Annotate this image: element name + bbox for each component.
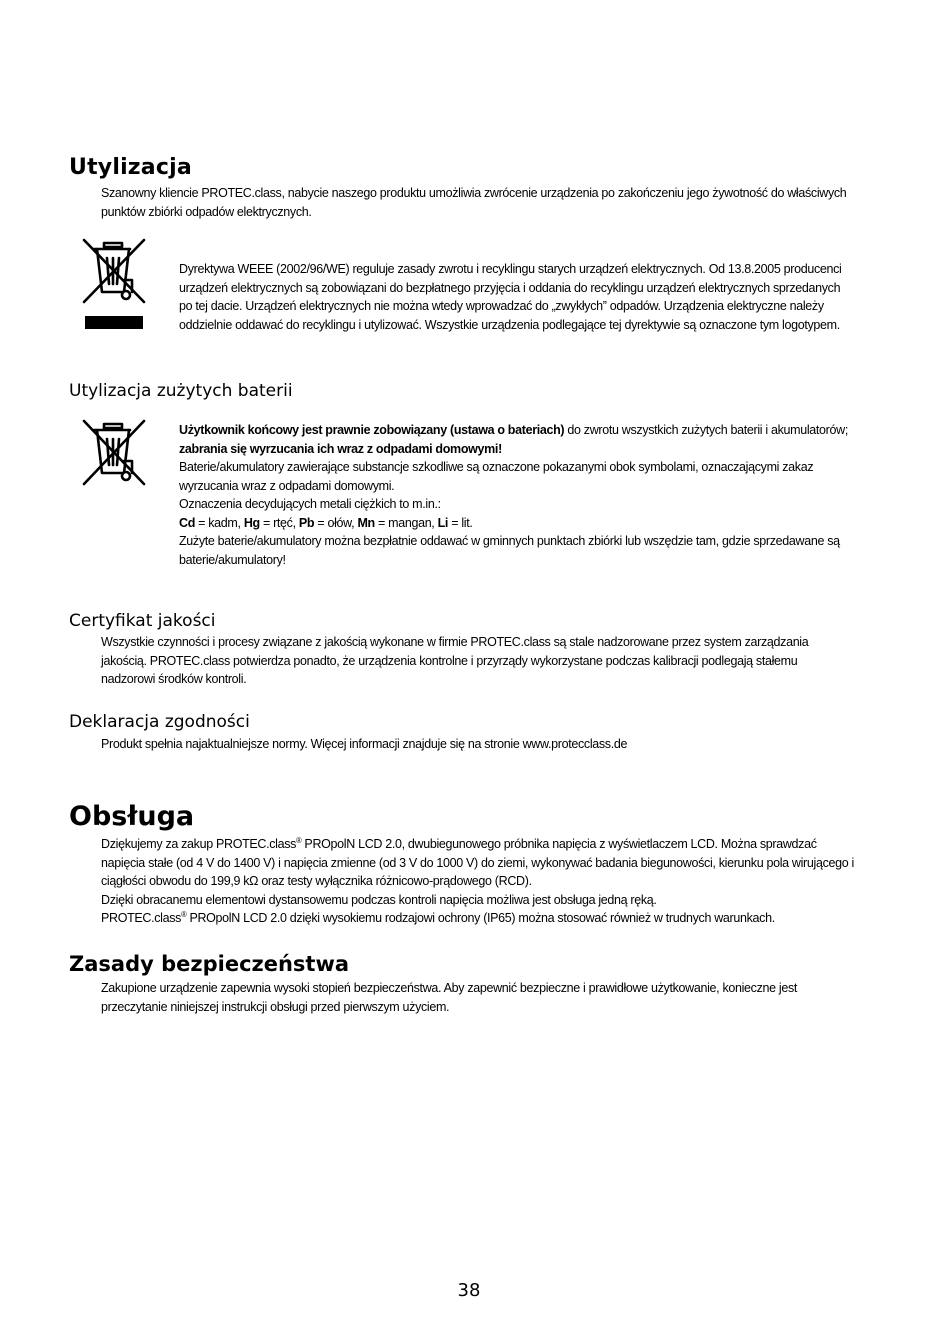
registered-mark: ® (296, 836, 302, 845)
deklaracja-text (101, 735, 853, 754)
weee-directive (179, 260, 851, 334)
section-title-deklaracja: Deklaracja zgodności (69, 712, 250, 732)
bezpieczenstwo-paragraph: Zakupione urządzenie zapewnia wysoki stopień bezpieczeństwa. Aby zapewnić bezpieczne i prawidłowe użytkowanie, konieczne jest przeczytanie niniejszej instrukcji obsługi przed pierwszym użyciem. (101, 980, 798, 1014)
weee-directive-text: Dyrektywa WEEE (2002/96/WE) reguluje zasady zwrotu i recyklingu starych urządzeń elektrycznych. Od 13.8.2005 producenci urządzeń elektrycznych są zobowiązani do bezpłatnego przyjęcia i oddania do recyklingu urządzeń elektrycznych sprzedanych po tej dacie. Urządzeń elektrycznych nie można wtedy wprowadzać do „zwykłych” odpadów. Urządzenia elektryczne należy oddzielnie oddawać do recyklingu i utylizować. Wszystkie urządzenia podlegające tej dyrektywie są oznaczone tym logotypem. (179, 261, 842, 332)
utylizacja-intro (101, 184, 862, 221)
section-title-obsluga: Obsługa (69, 801, 195, 832)
baterie-line-4: Oznaczenia decydujących metali ciężkich to m.in.: (179, 496, 441, 511)
metal-name: = lit. (448, 514, 473, 530)
section-title-utylizacja: Utylizacja (69, 155, 192, 180)
metal-symbol: Li (437, 514, 449, 530)
metal-name: = ołów, (314, 514, 358, 530)
section-title-baterie: Utylizacja zużytych baterii (69, 381, 293, 401)
section-title-bezpieczenstwo: Zasady bezpieczeństwa (69, 952, 350, 976)
weee-bin-icon (80, 236, 148, 332)
metals-list (179, 514, 851, 533)
baterie-line-1 (179, 421, 851, 440)
battery-bin-icon (80, 418, 148, 490)
deklaracja-paragraph: Produkt spełnia najaktualniejsze normy. Więcej informacji znajduje się na stronie www.protecclass.de (101, 736, 628, 751)
obsluga-p3-body: PROpolN LCD 2.0 dzięki wysokiemu rodzajowi ochrony (IP65) można stosować również w trudnych warunkach. (186, 910, 775, 925)
obsluga-p1-brand: Dziękujemy za zakup PROTEC.class (101, 836, 297, 851)
metal-name: = rtęć, (259, 514, 299, 530)
obsluga-paragraph-1 (101, 835, 862, 891)
baterie-line-3: Baterie/akumulatory zawierające substancje szkodliwe są oznaczone pokazanymi obok symbolami, oznaczającymi zakaz wyrzucania wraz z odpadami domowymi. (179, 459, 814, 493)
metal-name: = mangan, (374, 514, 438, 530)
obsluga-p1-body: PROpolN LCD 2.0, dwubiegunowego próbnika napięcia z wyświetlaczem LCD. Można sprawdzać napięcia stałe (od 4 V do 1400 V) i napięcia zmienne (od 3 V do 1000 V) do ziemi, wykonywać badania biegunowości, kierunku pola wirującego i ciągłości obwodu do 199,9 kΩ oraz testy wyłącznika różnicowo-prądowego (RCD). (101, 836, 854, 888)
page-number: 38 (457, 1280, 481, 1301)
obsluga-text (101, 835, 862, 928)
metal-symbol: Cd (179, 514, 196, 530)
baterie-line-1-rest: do zwrotu wszystkich zużytych baterii i akumulatorów; (564, 422, 848, 437)
baterie-warning: zabrania się wyrzucania ich wraz z odpadami domowymi! (179, 440, 502, 456)
certyfikat-text (101, 633, 853, 689)
certyfikat-paragraph: Wszystkie czynności i procesy związane z jakością wykonane w firmie PROTEC.class są stale nadzorowane przez system zarządzania jakością. PROTEC.class potwierdza ponadto, że urządzenia kontrolne i przyrządy wykorzystane podczas kalibracji podlegają stałemu nadzorowi środków kontroli. (101, 634, 809, 686)
metal-symbol: Pb (298, 514, 315, 530)
obsluga-paragraph-3 (101, 909, 862, 928)
baterie-line-6: Zużyte baterie/akumulatory można bezpłatnie oddawać w gminnych punktach zbiórki lub wszędzie tam, gdzie sprzedawane są baterie/akumulatory! (179, 533, 840, 567)
metal-symbol: Hg (243, 514, 260, 530)
baterie-line-2 (179, 440, 851, 459)
bezpieczenstwo-text (101, 979, 862, 1016)
section-title-certyfikat: Certyfikat jakości (69, 611, 216, 631)
baterie-text (179, 421, 851, 569)
obsluga-p3-brand: PROTEC.class (101, 910, 182, 925)
utylizacja-intro-text: Szanowny kliencie PROTEC.class, nabycie naszego produktu umożliwia zwrócenie urządzenia po zakończeniu jego żywotność do właściwych punktów zbiórki odpadów elektrycznych. (101, 185, 847, 219)
metal-name: = kadm, (195, 514, 244, 530)
metal-symbol: Mn (357, 514, 375, 530)
obsluga-paragraph-2: Dzięki obracanemu elementowi dystansowemu podczas kontroli napięcia możliwa jest obsługa jedną ręką. (101, 891, 657, 907)
registered-mark: ® (181, 910, 187, 919)
baterie-line-1-bold: Użytkownik końcowy jest prawnie zobowiązany (ustawa o bateriach) (179, 422, 565, 437)
